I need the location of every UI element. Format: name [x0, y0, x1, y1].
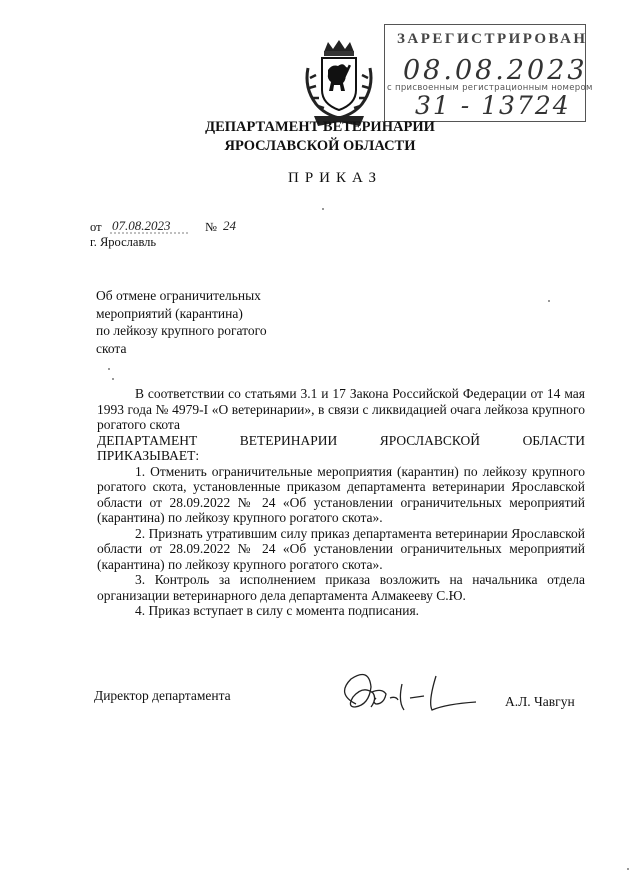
number-value: 24: [223, 218, 236, 233]
number-label: №: [205, 220, 217, 234]
stamp-date: 08.08.2023: [403, 55, 588, 86]
stamp-note: с присвоенным регистрационным номером: [387, 83, 593, 93]
order-word: ДЕПАРТАМЕНТ: [97, 432, 198, 448]
handwritten-signature: [316, 664, 496, 724]
order-word: ЯРОСЛАВСКОЙ: [379, 432, 481, 448]
date-label: от: [90, 220, 102, 234]
coat-of-arms-emblem: [300, 38, 378, 130]
document-subject: [96, 287, 316, 357]
order-word: ОБЛАСТИ: [522, 432, 585, 448]
city-label: г. Ярославль: [90, 235, 157, 249]
order-item-4: 4. Приказ вступает в силу с момента подписания.: [135, 603, 420, 618]
order-heading-verb: ПРИКАЗЫВАЕТ:: [97, 448, 200, 463]
order-item-1: 1. Отменить ограничительные мероприятия (карантин) по лейкозу крупного рогатого скота, установленные приказом департамента ветеринарии Ярославской области от 28.09.2022 № 24 «Об установлении ограничительных мероприятий (карантина) по лейкозу крупного рогатого скота».: [97, 463, 585, 525]
order-word: ВЕТЕРИНАРИИ: [239, 432, 338, 448]
subject-line: Об отмене ограничительных: [96, 288, 261, 303]
scan-speck: [548, 300, 550, 302]
date-value: 07.08.2023: [112, 218, 171, 233]
scan-speck: [108, 368, 110, 370]
subject-line: мероприятий (карантина): [96, 305, 243, 321]
preamble-paragraph: В соответствии со статьями 3.1 и 17 Закона Российской Федерации от 14 мая 1993 года № 4979-I «О ветеринарии», в связи с ликвидацией очага лейкоза крупного рогатого скота: [97, 386, 585, 432]
signatory-name: А.Л. Чавгун: [505, 694, 575, 709]
document-type-title: ПРИКАЗ: [288, 170, 382, 186]
scan-speck: [322, 208, 324, 210]
scan-speck: [112, 378, 114, 380]
stamp-title: ЗАРЕГИСТРИРОВАН: [397, 31, 588, 47]
stamp-number: 31 - 13724: [415, 91, 571, 120]
registration-stamp: [384, 24, 593, 122]
department-name-line2: ЯРОСЛАВСКОЙ ОБЛАСТИ: [224, 138, 416, 154]
order-body: [97, 386, 585, 619]
scan-speck: [627, 868, 629, 870]
subject-line: скота: [96, 340, 127, 356]
order-item-3: 3. Контроль за исполнением приказа возложить на начальника отдела организации ветеринарного дела департамента Алмакееву С.Ю.: [97, 572, 585, 603]
department-name-line1: ДЕПАРТАМЕНТ ВЕТЕРИНАРИИ: [205, 119, 435, 135]
order-heading-line: [97, 433, 585, 449]
subject-line: по лейкозу крупного рогатого: [96, 323, 267, 338]
order-item-2: 2. Признать утратившим силу приказ департамента ветеринарии Ярославской области от 28.09.2022 № 24 «Об установлении ограничительных мероприятий (карантина) по лейкозу крупного рогатого скота».: [97, 525, 585, 572]
signatory-position: Директор департамента: [94, 688, 231, 703]
